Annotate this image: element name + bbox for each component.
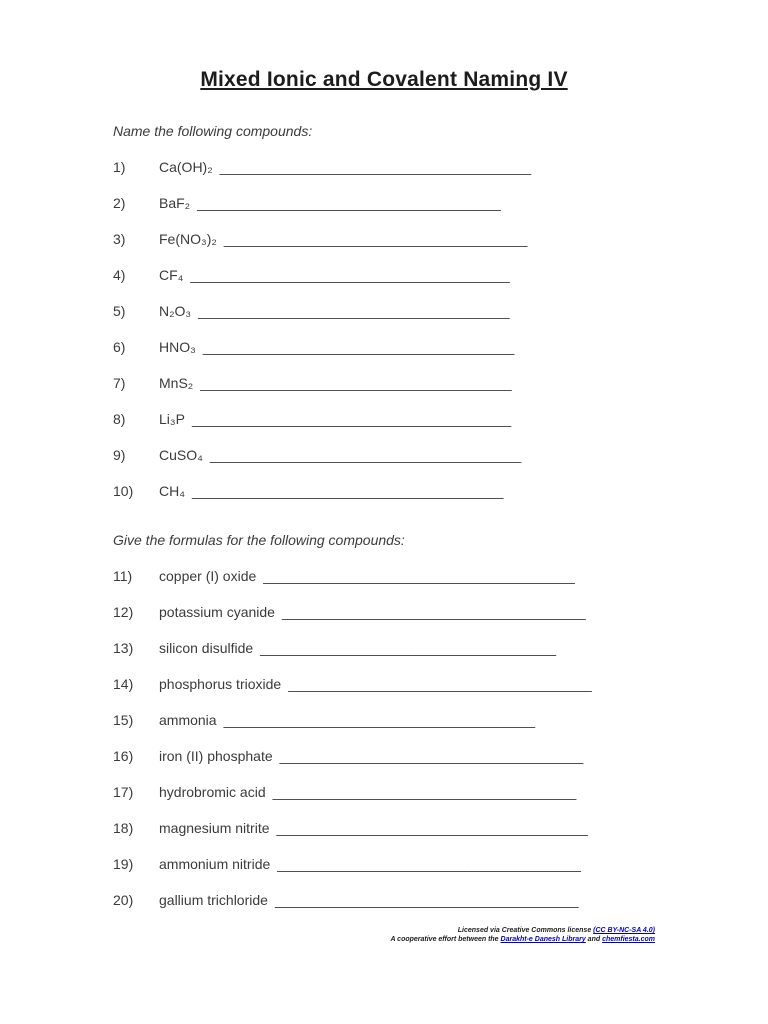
cooperative-text: A cooperative effort between the: [390, 936, 501, 943]
question-row: [113, 411, 655, 428]
license-footer: [390, 926, 655, 944]
question-row: [113, 483, 655, 500]
answer-blank: ________________________________________: [198, 303, 510, 319]
darakht-e-danesh-library-link[interactable]: Darakht-e Danesh Library: [500, 936, 586, 943]
answer-blank: ______________________________________: [260, 640, 557, 656]
formula-questions-list: [113, 568, 655, 909]
question-row: [113, 712, 655, 729]
compound-formula: HNO₃: [159, 339, 196, 355]
answer-blank: _______________________________________: [279, 748, 584, 764]
answer-blank: ________________________________________: [202, 339, 515, 355]
license-line-2: [390, 935, 655, 944]
answer-blank: ________________________________________: [209, 447, 522, 463]
compound-name: copper (I) oxide: [159, 568, 257, 584]
question-row: [113, 303, 655, 320]
section-heading-naming: Name the following compounds:: [113, 123, 313, 139]
question-number: 18): [113, 820, 134, 836]
section-heading-formulas: Give the formulas for the following compounds:: [113, 532, 405, 548]
compound-formula: Li₃P: [159, 411, 185, 427]
compound-name: potassium cyanide: [159, 604, 275, 620]
question-number: 9): [113, 447, 126, 463]
answer-blank: ________________________________________: [263, 568, 575, 584]
cc-license-link[interactable]: (CC BY-NC-SA 4.0): [593, 927, 655, 934]
question-number: 14): [113, 676, 134, 692]
question-row: [113, 568, 655, 585]
question-number: 5): [113, 303, 126, 319]
question-number: 3): [113, 231, 126, 247]
answer-blank: _______________________________________: [274, 892, 579, 908]
compound-formula: Ca(OH)₂: [159, 159, 213, 175]
question-row: [113, 748, 655, 765]
question-row: [113, 640, 655, 657]
answer-blank: _______________________________________: [277, 856, 581, 872]
question-number: 10): [113, 483, 134, 499]
compound-formula: N₂O₃: [159, 303, 192, 319]
compound-name: phosphorus trioxide: [159, 676, 282, 692]
question-number: 15): [113, 712, 134, 728]
compound-formula: Fe(NO₃)₂: [159, 231, 217, 247]
license-line-1: [390, 926, 655, 935]
answer-blank: ________________________________________: [200, 375, 512, 391]
question-row: [113, 784, 655, 801]
question-number: 12): [113, 604, 134, 620]
compound-formula: CH₄: [159, 483, 185, 499]
page-title: Mixed Ionic and Covalent Naming IV: [200, 68, 568, 91]
answer-blank: _______________________________________: [197, 195, 501, 211]
compound-name: iron (II) phosphate: [159, 748, 273, 764]
compound-formula: CuSO₄: [159, 447, 203, 463]
compound-name: hydrobromic acid: [159, 784, 266, 800]
question-row: [113, 231, 655, 248]
question-row: [113, 375, 655, 392]
compound-name: ammonia: [159, 712, 217, 728]
question-row: [113, 676, 655, 693]
question-number: 6): [113, 339, 126, 355]
question-row: [113, 447, 655, 464]
question-number: 1): [113, 159, 126, 175]
worksheet-content: [0, 68, 768, 909]
answer-blank: ________________________________________: [191, 483, 504, 499]
question-row: [113, 267, 655, 284]
question-number: 16): [113, 748, 134, 764]
compound-formula: CF₄: [159, 267, 184, 283]
compound-name: gallium trichloride: [159, 892, 268, 908]
question-row: [113, 856, 655, 873]
chemfiesta-link[interactable]: chemfiesta.com: [602, 936, 655, 943]
question-row: [113, 892, 655, 909]
question-number: 4): [113, 267, 126, 283]
answer-blank: ________________________________________: [219, 159, 532, 175]
compound-name: magnesium nitrite: [159, 820, 270, 836]
question-number: 20): [113, 892, 134, 908]
naming-questions-list: [113, 159, 655, 500]
question-number: 7): [113, 375, 126, 391]
question-row: [113, 604, 655, 621]
question-number: 17): [113, 784, 134, 800]
answer-blank: _______________________________________: [281, 604, 586, 620]
question-number: 8): [113, 411, 126, 427]
answer-blank: _________________________________________: [190, 267, 510, 283]
question-number: 13): [113, 640, 134, 656]
answer-blank: _________________________________________: [191, 411, 512, 427]
question-row: [113, 159, 655, 176]
question-row: [113, 820, 655, 837]
license-text: Licensed via Creative Commons license: [457, 927, 594, 934]
question-number: 19): [113, 856, 134, 872]
answer-blank: _______________________________________: [272, 784, 577, 800]
compound-name: ammonium nitride: [159, 856, 271, 872]
answer-blank: ________________________________________: [276, 820, 588, 836]
question-number: 11): [113, 568, 133, 584]
compound-formula: BaF₂: [159, 195, 191, 211]
answer-blank: ________________________________________: [223, 712, 536, 728]
question-row: [113, 195, 655, 212]
answer-blank: _______________________________________: [223, 231, 528, 247]
answer-blank: _______________________________________: [288, 676, 592, 692]
compound-name: silicon disulfide: [159, 640, 254, 656]
question-number: 2): [113, 195, 126, 211]
compound-formula: MnS₂: [159, 375, 194, 391]
question-row: [113, 339, 655, 356]
and-text: and: [585, 936, 603, 943]
